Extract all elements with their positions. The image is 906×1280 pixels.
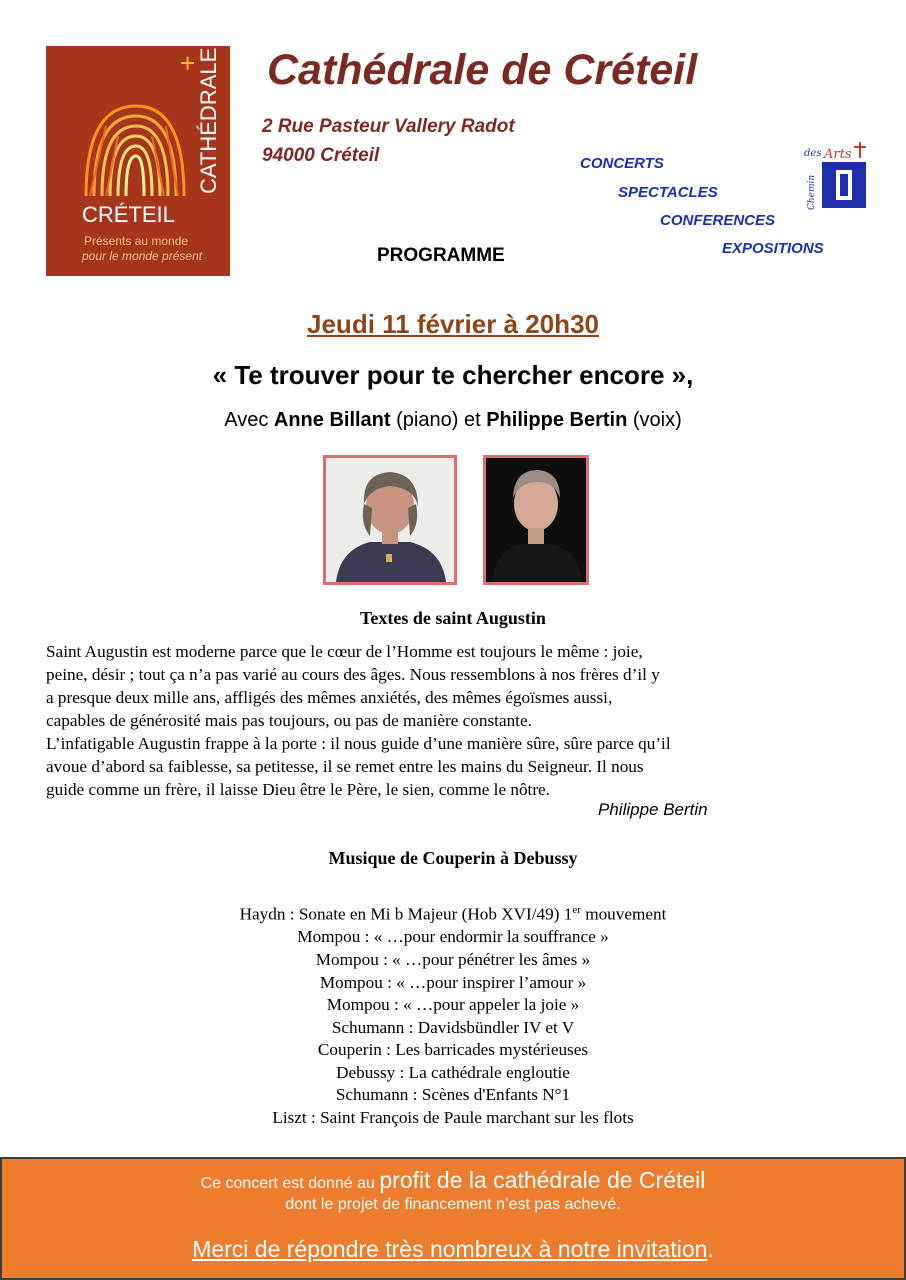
programme-label: PROGRAMME — [377, 245, 505, 266]
logo-creteil-text: CRÉTEIL — [82, 202, 175, 227]
performers-line — [0, 409, 906, 432]
text-line: L’infatigable Augustin frappe à la porte : il nous guide d’une manière sûre, sûre parce qu’il — [46, 734, 671, 753]
performers-connector: et — [463, 409, 481, 431]
concert-title: « Te trouver pour te chercher encore », — [212, 360, 694, 390]
address-line-2: 94000 Créteil — [262, 145, 380, 166]
logo-cathedrale-text: CATHÉDRALE — [196, 47, 221, 194]
performer-1-role: (piano) — [396, 409, 459, 431]
footer-line-3 — [2, 1236, 904, 1263]
logo-tagline-1: Présents au monde — [84, 234, 189, 248]
text-signature: Philippe Bertin — [598, 800, 708, 819]
list-item: Liszt : Saint François de Paule marchant sur les flots — [272, 1108, 634, 1128]
photo-anne-billant — [323, 455, 457, 585]
performer-1-name: Anne Billant — [273, 409, 391, 431]
footer-line-2: dont le projet de financement n’est pas achevé. — [285, 1196, 621, 1213]
text-line: peine, désir ; tout ça n’a pas varié au cours des âges. Nous ressemblons à nos frères d’il y — [46, 665, 660, 684]
list-item: Mompou : « …pour appeler la joie » — [326, 995, 580, 1015]
footer-banner — [0, 1157, 906, 1280]
text-line: Saint Augustin est moderne parce que le cœur de l’Homme est toujours le même : joie, — [46, 642, 643, 661]
chemin-des-arts-logo — [800, 136, 874, 216]
performer-2-name: Philippe Bertin — [486, 409, 628, 431]
music-program-list — [0, 899, 906, 1130]
chemin-text: Chemin — [807, 174, 817, 210]
list-item: Couperin : Les barricades mystérieuses — [317, 1040, 589, 1060]
footer-line-1 — [2, 1167, 904, 1194]
footer-line-1-emphasis: profit de la cathédrale de Créteil — [379, 1167, 706, 1193]
text-line: capables de générosité mais pas toujours, ou pas de manière constante. — [46, 711, 532, 730]
list-item: Mompou : « …pour endormir la souffrance » — [297, 927, 609, 947]
augustin-text — [46, 640, 766, 801]
event-date: Jeudi 11 février à 20h30 — [307, 309, 599, 339]
text-line: avoue d’abord sa faiblesse, sa petitesse, il se remet entre les mains du Seigneur. Il nous — [46, 757, 644, 776]
text-line: a presque deux mille ans, affligés des mêmes anxiétés, des mêmes égoïsmes aussi, — [46, 688, 613, 707]
logo-plus: + — [180, 48, 196, 78]
music-heading: Musique de Couperin à Debussy — [328, 848, 578, 868]
address-line-1: 2 Rue Pasteur Vallery Radot — [262, 116, 515, 137]
footer-line-3-end: . — [707, 1236, 714, 1262]
footer-invitation: Merci de répondre très nombreux à notre invitation — [192, 1236, 708, 1262]
footer-line-1-prefix: Ce concert est donné au — [200, 1175, 380, 1192]
list-item: Schumann : Scènes d'Enfants N°1 — [335, 1085, 571, 1105]
activity-spectacles: SPECTACLES — [618, 184, 718, 201]
page-title: Cathédrale de Créteil — [267, 46, 698, 94]
list-item: Mompou : « …pour pénétrer les âmes » — [315, 949, 591, 969]
chemin-des-text: des — [804, 148, 822, 159]
haydn-sup: er — [572, 904, 581, 916]
list-item: Schumann : Davidsbündler IV et V — [331, 1017, 575, 1037]
performer-2-role: (voix) — [632, 409, 682, 431]
texts-heading: Textes de saint Augustin — [360, 608, 546, 628]
logo-tagline-2: pour le monde présent — [82, 249, 203, 263]
haydn-suffix: mouvement — [580, 904, 667, 924]
haydn-text: Haydn : Sonate en Mi b Majeur (Hob XVI/49) 1 — [239, 904, 573, 924]
activity-concerts: CONCERTS — [580, 155, 664, 172]
activity-expositions: EXPOSITIONS — [722, 240, 824, 257]
chemin-arts-text: Arts — [824, 147, 852, 162]
text-line: guide comme un frère, il laisse Dieu être le Père, le sien, comme le nôtre. — [46, 780, 550, 799]
activity-conferences: CONFERENCES — [660, 212, 776, 229]
list-item: Debussy : La cathédrale engloutie — [336, 1062, 570, 1082]
avec-prefix: Avec — [224, 409, 269, 431]
photo-philippe-bertin — [483, 455, 589, 585]
list-item: Mompou : « …pour inspirer l’amour » — [319, 972, 587, 992]
list-item — [0, 899, 906, 926]
cathedral-logo — [46, 46, 230, 276]
